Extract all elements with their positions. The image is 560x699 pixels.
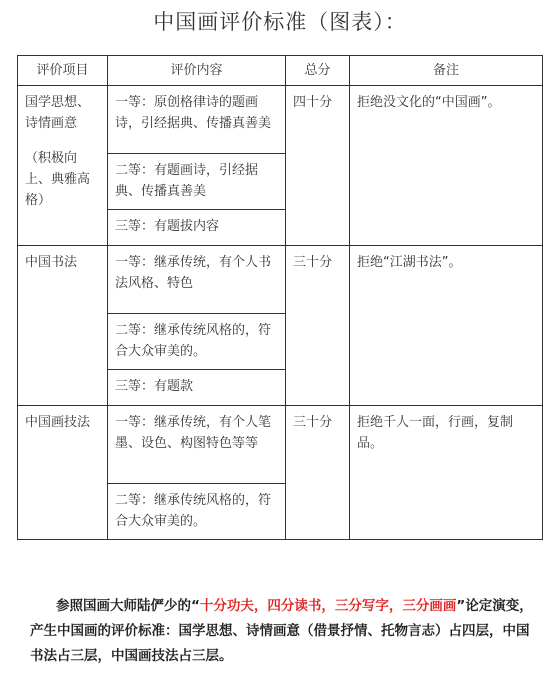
content-level-1: 一等：继承传统，有个人笔墨、设色、构图特色等等 [108,406,286,484]
page-title: 中国画评价标准（图表）： [153,10,407,34]
content-level-1: 一等：原创格律诗的题画诗，引经据典、传播真善美 [108,86,286,154]
footer-suffix: ”论定演变，产生中国画的评价标准：国学思想、诗情画意（借景抒情、托物言志）占四层，中国书法占三层，中国画技法占三层。 [30,598,533,664]
score-cell: 三十分 [286,246,350,406]
note-cell: 拒绝没文化的“中国画”。 [350,86,543,246]
content-level-2: 二等：继承传统风格的，符合大众审美的。 [108,484,286,540]
header-item: 评价项目 [18,56,108,86]
item-cell [18,86,108,246]
header-content: 评价内容 [108,56,286,86]
footer-paragraph [30,594,542,669]
content-level-1: 一等：继承传统，有个人书法风格、特色 [108,246,286,314]
content-level-2: 二等：继承传统风格的，符合大众审美的。 [108,314,286,370]
note-cell: 拒绝“江湖书法”。 [350,246,543,406]
footer-highlight: 十分功夫，四分读书，三分写字，三分画画 [199,598,457,614]
item-note: （积极向上、典雅高格） [25,151,91,208]
score-cell: 四十分 [286,86,350,246]
table-row [18,86,543,154]
content-level-3: 三等：有题拔内容 [108,210,286,246]
content-level-2: 二等：有题画诗，引经据典、传播真善美 [108,154,286,210]
header-score: 总分 [286,56,350,86]
table-row [18,246,543,314]
footer-prefix: 参照国画大师陆俨少的“ [56,598,200,614]
table-header-row [18,56,543,86]
item-label: 国学思想、诗情画意 [25,95,91,131]
note-cell: 拒绝千人一面，行画，复制品。 [350,406,543,540]
score-cell: 三十分 [286,406,350,540]
table-row [18,406,543,484]
item-cell: 中国画技法 [18,406,108,540]
item-cell: 中国书法 [18,246,108,406]
header-note: 备注 [350,56,543,86]
evaluation-criteria-table [17,55,543,540]
content-level-3: 三等：有题款 [108,370,286,406]
